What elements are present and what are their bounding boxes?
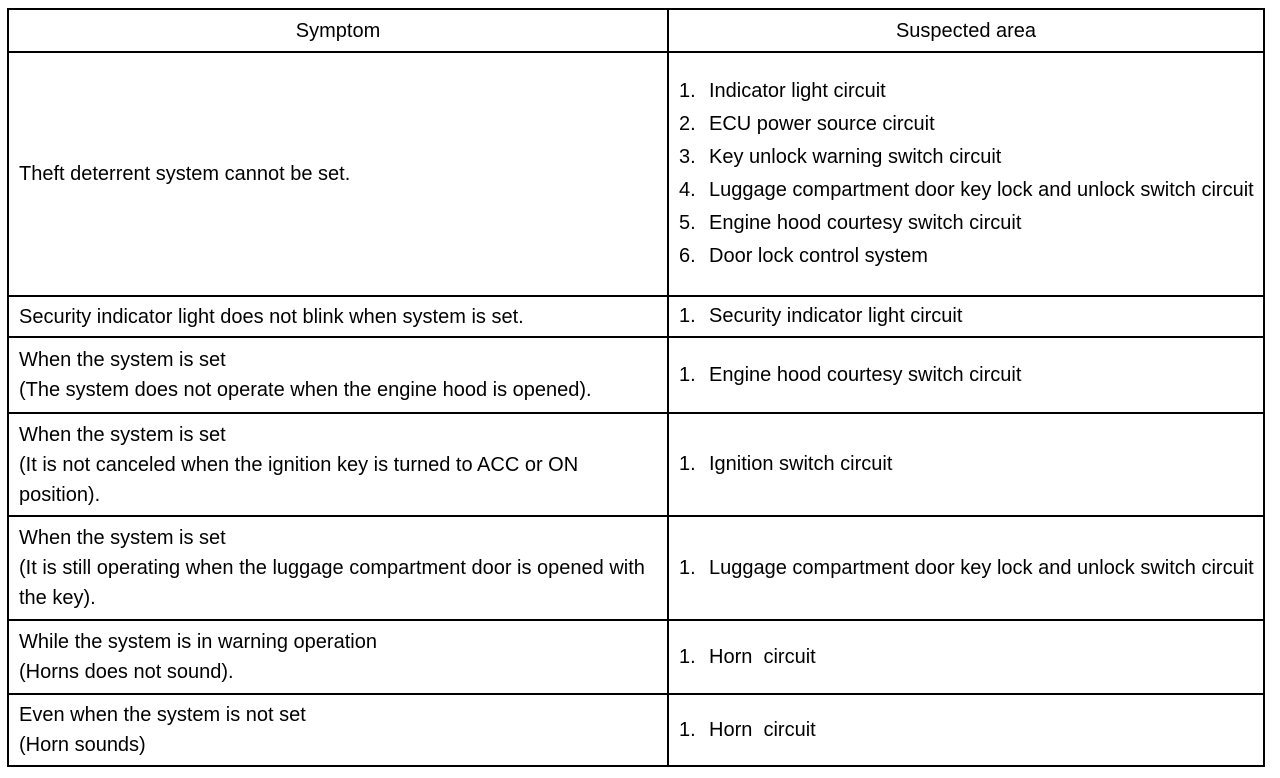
table-row bbox=[8, 694, 1264, 766]
suspected-area-list bbox=[679, 448, 1255, 481]
symptom-cell bbox=[8, 413, 668, 516]
list-item bbox=[679, 714, 1255, 747]
suspected-area-cell bbox=[668, 337, 1264, 413]
list-item bbox=[679, 174, 1255, 207]
list-item bbox=[679, 240, 1255, 273]
table-row bbox=[8, 296, 1264, 337]
symptom-heading: When the system is set bbox=[19, 349, 226, 371]
symptom-cell bbox=[8, 516, 668, 620]
item-text: Horn circuit bbox=[709, 645, 816, 668]
item-number: 2. bbox=[679, 113, 696, 135]
symptom-column-header: Symptom bbox=[8, 9, 668, 52]
table-row bbox=[8, 516, 1264, 620]
item-text: Engine hood courtesy switch circuit bbox=[709, 212, 1022, 234]
symptom-cell bbox=[8, 52, 668, 296]
table-row bbox=[8, 413, 1264, 516]
item-text: Engine hood courtesy switch circuit bbox=[709, 363, 1022, 386]
list-item bbox=[679, 641, 1255, 674]
item-number: 4. bbox=[679, 179, 696, 201]
symptom-heading: While the system is in warning operation bbox=[19, 631, 377, 653]
list-item bbox=[679, 75, 1255, 108]
symptom-cell bbox=[8, 296, 668, 337]
suspected-area-cell bbox=[668, 296, 1264, 337]
suspected-area-list bbox=[679, 75, 1255, 273]
item-text: Security indicator light circuit bbox=[709, 305, 963, 327]
suspected-area-cell bbox=[668, 413, 1264, 516]
item-number: 3. bbox=[679, 146, 696, 168]
item-number: 6. bbox=[679, 245, 696, 267]
item-text: Door lock control system bbox=[709, 245, 928, 267]
table-row bbox=[8, 52, 1264, 296]
item-number: 1. bbox=[679, 453, 696, 475]
item-number: 1. bbox=[679, 305, 696, 327]
item-text: ECU power source circuit bbox=[709, 113, 935, 135]
item-number: 1. bbox=[679, 363, 696, 386]
suspected-area-cell bbox=[668, 620, 1264, 694]
suspected-area-list bbox=[679, 552, 1255, 585]
suspected-area-column-header: Suspected area bbox=[668, 9, 1264, 52]
suspected-area-cell bbox=[668, 52, 1264, 296]
list-item bbox=[679, 359, 1255, 392]
table-row bbox=[8, 620, 1264, 694]
symptom-heading: When the system is set bbox=[19, 527, 226, 549]
symptom-detail: (Horn sounds) bbox=[19, 734, 146, 756]
list-item bbox=[679, 300, 1255, 333]
problem-symptoms-table bbox=[7, 8, 1265, 767]
symptom-heading: Even when the system is not set bbox=[19, 704, 306, 726]
item-text: Luggage compartment door key lock and unlock switch circuit bbox=[709, 556, 1254, 579]
item-text: Horn circuit bbox=[709, 718, 816, 741]
table-header-row bbox=[8, 9, 1264, 52]
item-number: 5. bbox=[679, 212, 696, 234]
list-item bbox=[679, 108, 1255, 141]
symptom-detail: (It is still operating when the luggage compartment door is opened with the key). bbox=[19, 557, 645, 609]
list-item bbox=[679, 552, 1255, 585]
symptom-cell bbox=[8, 620, 668, 694]
item-number: 1. bbox=[679, 80, 696, 102]
trouble-table-container bbox=[7, 8, 1265, 767]
item-text: Ignition switch circuit bbox=[709, 453, 893, 475]
list-item bbox=[679, 207, 1255, 240]
symptom-heading: When the system is set bbox=[19, 423, 226, 446]
item-text: Indicator light circuit bbox=[709, 80, 886, 102]
symptom-detail: (It is not canceled when the ignition key is turned to ACC or ON position). bbox=[19, 453, 579, 506]
suspected-area-list bbox=[679, 641, 1255, 674]
suspected-area-list bbox=[679, 300, 1255, 333]
suspected-area-list bbox=[679, 714, 1255, 747]
list-item bbox=[679, 448, 1255, 481]
suspected-area-cell bbox=[668, 516, 1264, 620]
item-number: 1. bbox=[679, 645, 696, 668]
symptom-detail: (Horns does not sound). bbox=[19, 661, 234, 683]
suspected-area-cell bbox=[668, 694, 1264, 766]
suspected-area-list bbox=[679, 359, 1255, 392]
symptom-cell bbox=[8, 694, 668, 766]
symptom-text: Security indicator light does not blink when system is set. bbox=[19, 305, 524, 328]
item-number: 1. bbox=[679, 556, 696, 579]
symptom-cell bbox=[8, 337, 668, 413]
table-row bbox=[8, 337, 1264, 413]
list-item bbox=[679, 141, 1255, 174]
symptom-text: Theft deterrent system cannot be set. bbox=[19, 163, 351, 185]
item-text: Key unlock warning switch circuit bbox=[709, 146, 1002, 168]
item-text: Luggage compartment door key lock and unlock switch circuit bbox=[709, 179, 1254, 201]
symptom-detail: (The system does not operate when the engine hood is opened). bbox=[19, 379, 592, 401]
item-number: 1. bbox=[679, 718, 696, 741]
